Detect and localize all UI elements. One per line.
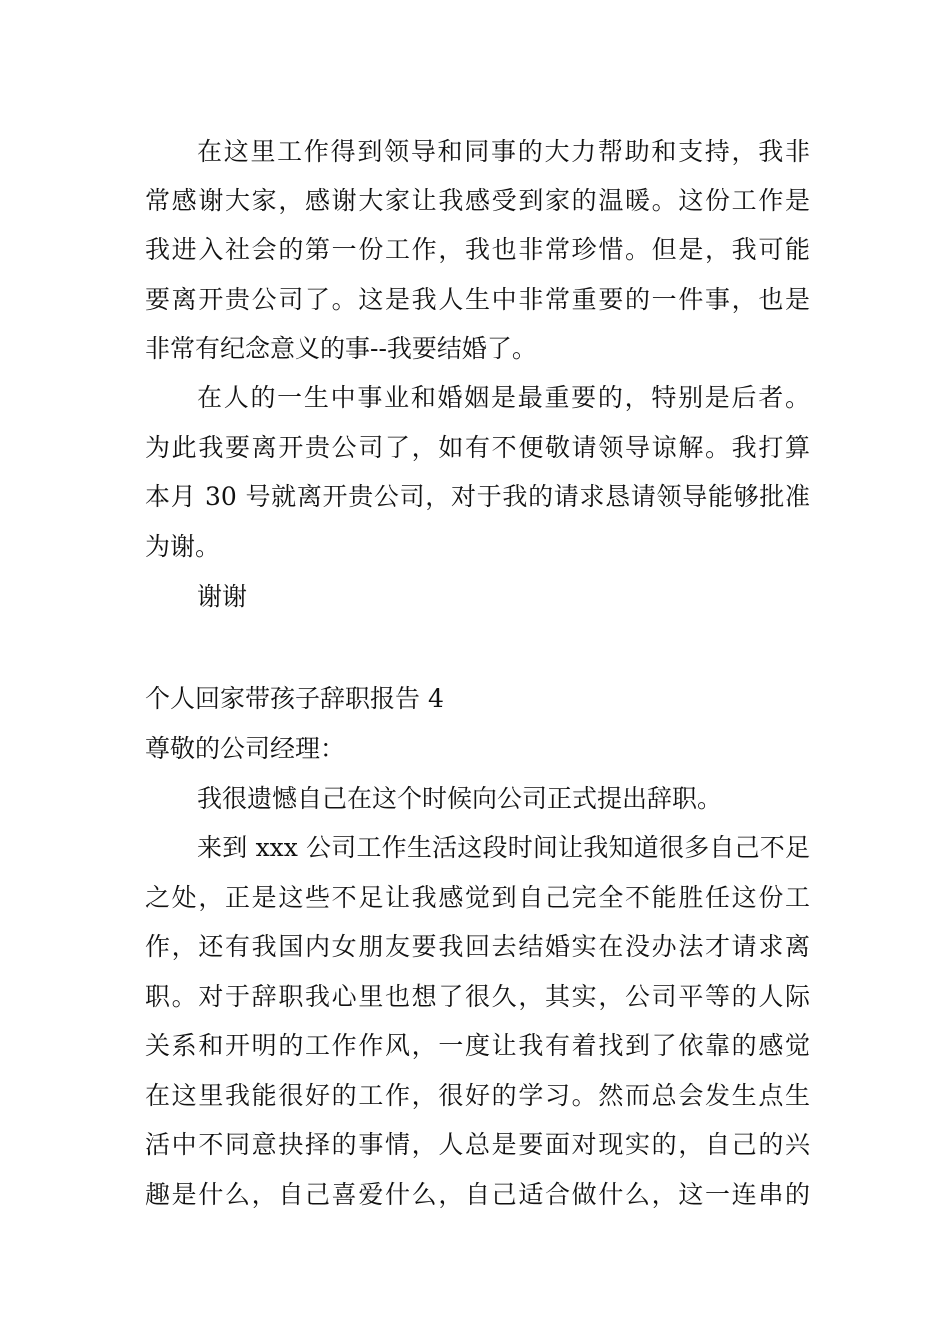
paragraph-line: 来到 xxx 公司工作生活这段时间让我知道很多自己不足 (197, 833, 810, 862)
paragraph-line: 要离开贵公司了。这是我人生中非常重要的一件事，也是 (145, 285, 810, 314)
paragraph-line: 在这里工作得到领导和同事的大力帮助和支持，我非 (197, 137, 810, 166)
closing-text: 谢谢 (197, 582, 248, 611)
paragraph-line: 之处，正是这些不足让我感觉到自己完全不能胜任这份工 (145, 883, 810, 912)
paragraph-line: 作，还有我国内女朋友要我回去结婚实在没办法才请求离 (145, 932, 810, 961)
section-title: 个人回家带孩子辞职报告 4 (145, 684, 444, 713)
paragraph-line: 我进入社会的第一份工作，我也非常珍惜。但是，我可能 (145, 235, 810, 264)
paragraph-line: 我很遗憾自己在这个时候向公司正式提出辞职。 (197, 784, 723, 813)
salutation: 尊敬的公司经理： (145, 734, 346, 763)
paragraph-line: 为谢。 (145, 532, 221, 561)
paragraph-line: 在这里我能很好的工作，很好的学习。然而总会发生点生 (145, 1081, 810, 1110)
paragraph-line: 非常有纪念意义的事--我要结婚了。 (145, 334, 537, 363)
paragraph-line: 趣是什么，自己喜爱什么，自己适合做什么，这一连串的 (145, 1180, 810, 1209)
paragraph-line: 职。对于辞职我心里也想了很久，其实，公司平等的人际 (145, 982, 810, 1011)
paragraph-line: 常感谢大家，感谢大家让我感受到家的温暖。这份工作是 (145, 186, 810, 215)
paragraph-line: 在人的一生中事业和婚姻是最重要的，特别是后者。 (197, 383, 810, 412)
paragraph-line: 为此我要离开贵公司了，如有不便敬请领导谅解。我打算 (145, 433, 810, 462)
paragraph-line: 关系和开明的工作作风，一度让我有着找到了依靠的感觉 (145, 1031, 810, 1060)
paragraph-line: 本月 30 号就离开贵公司，对于我的请求恳请领导能够批准 (145, 482, 810, 511)
paragraph-line: 活中不同意抉择的事情，人总是要面对现实的，自己的兴 (145, 1130, 810, 1159)
